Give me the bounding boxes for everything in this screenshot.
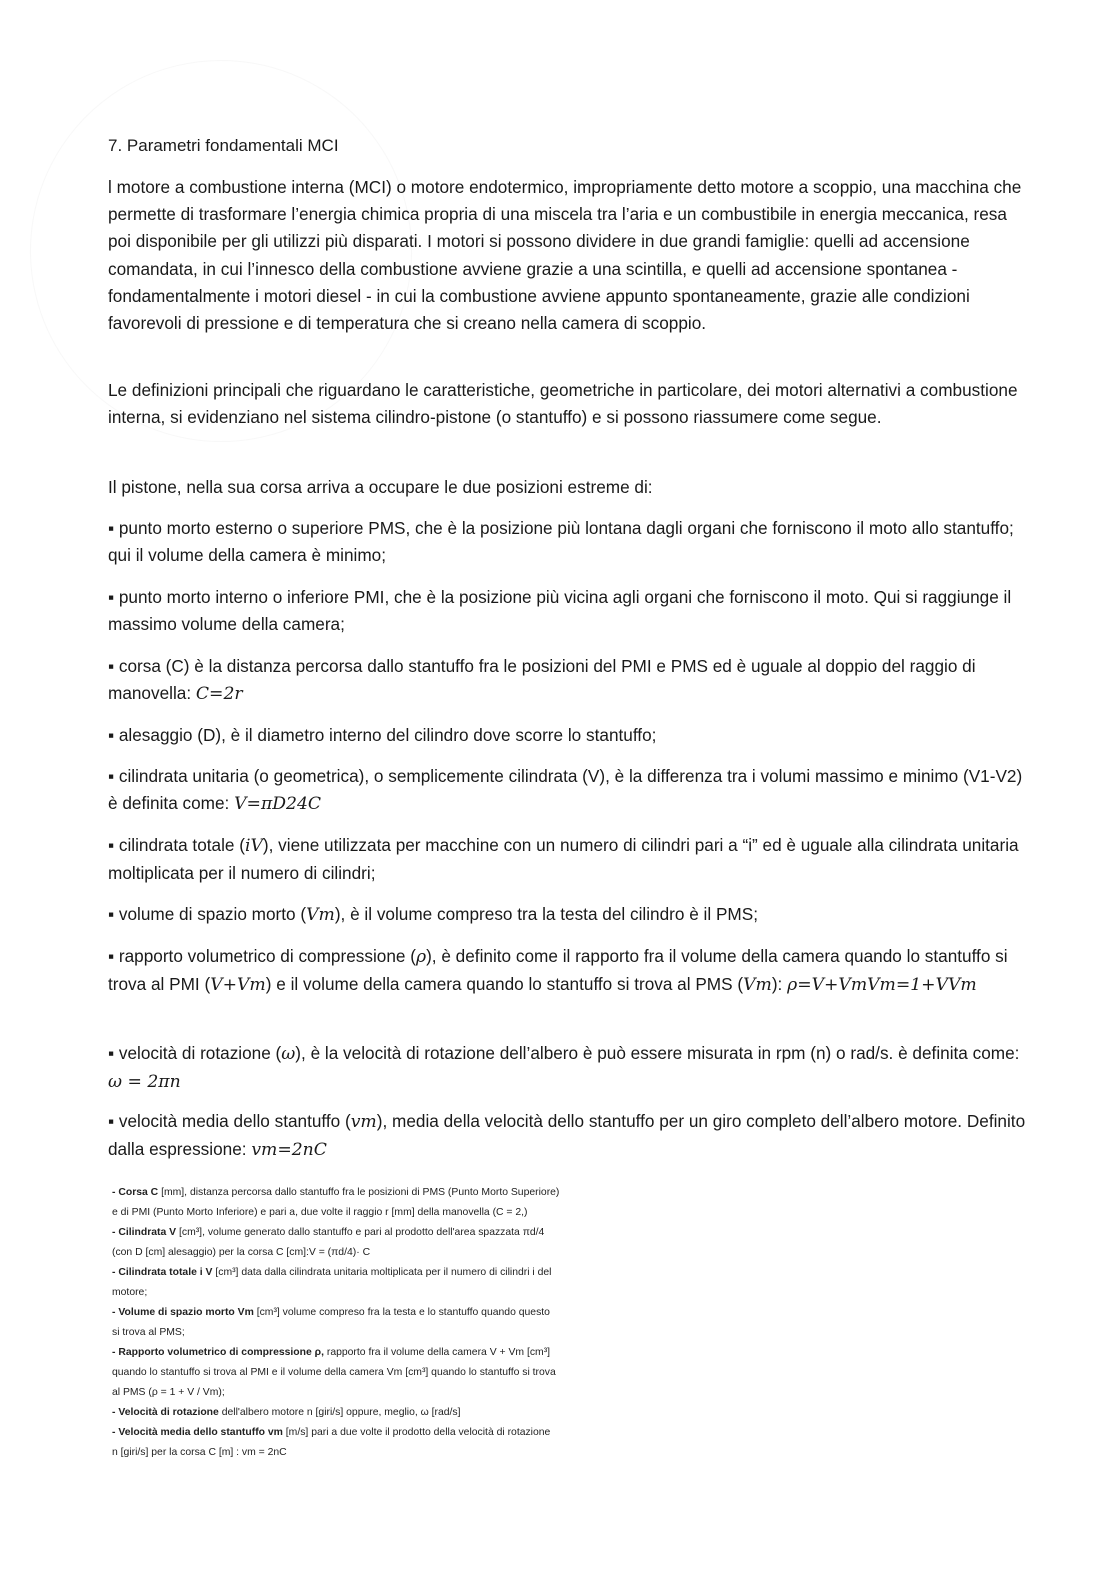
summary-line-term: - Volume di spazio morto Vm — [112, 1307, 254, 1318]
summary-line — [112, 1443, 582, 1463]
rapporto-mid3: ): — [771, 974, 788, 995]
piston-intro-paragraph: Il pistone, nella sua corsa arriva a occupare le due posizioni estreme di: — [108, 477, 653, 497]
corsa-formula: C=2r — [195, 684, 243, 705]
summary-line-term: - Cilindrata totale i V — [112, 1267, 213, 1278]
rapporto-mid2: ) e il volume della camera quando lo stantuffo si trova al PMS ( — [265, 974, 744, 995]
cilindrata-text: ▪ cilindrata unitaria (o geometrica), o semplicemente cilindrata (V), è la differenza tra i volumi massimo e minimo (V1-V2) è definita come: — [108, 766, 1023, 814]
bullet-rotazione — [108, 1040, 1028, 1096]
summary-line — [112, 1283, 582, 1303]
summary-line-term: - Velocità media dello stantuffo vm — [112, 1427, 283, 1438]
bullet-volume-morto — [108, 901, 1028, 929]
media-post: ), media della velocità dello stantuffo per un giro completo dell’albero motore. Definito dalla espressione: — [108, 1111, 1026, 1160]
summary-line-text: al PMS (ρ = 1 + V / Vm); — [112, 1387, 225, 1398]
summary-line — [112, 1323, 582, 1343]
bullet-rapporto — [108, 943, 1028, 999]
bullet-corsa — [108, 653, 1028, 708]
totale-pre: ▪ cilindrata totale ( — [108, 835, 245, 855]
summary-line — [112, 1263, 582, 1283]
totale-post: ), viene utilizzata per macchine con un numero di cilindri pari a “i” ed è uguale alla cilindrata unitaria moltiplicata per il numero di cilindri; — [108, 835, 1019, 884]
summary-line — [112, 1363, 582, 1383]
summary-line — [112, 1383, 582, 1403]
definitions-intro-paragraph: Le definizioni principali che riguardano le caratteristiche, geometriche in particolare, dei motori alternativi a combustione interna, si evidenziano nel sistema cilindro-pistone (o stantuffo) e si possono riassumere come segue. — [108, 380, 1018, 428]
summary-line — [112, 1203, 582, 1223]
summary-line — [112, 1223, 582, 1243]
summary-line-text: [cm³] data dalla cilindrata unitaria moltiplicata per il numero di cilindri i del — [212, 1267, 552, 1278]
summary-line-text: motore; — [112, 1287, 148, 1298]
rotazione-pre: ▪ velocità di rotazione ( — [108, 1043, 282, 1063]
morto-pre: ▪ volume di spazio morto ( — [108, 904, 307, 924]
rapporto-sym3: Vm — [743, 975, 772, 996]
rapporto-pre: ▪ rapporto volumetrico di compressione ( — [108, 946, 416, 966]
corsa-text: ▪ corsa (C) è la distanza percorsa dallo stantuffo fra le posizioni del PMI e PMS ed è uguale al doppio del raggio di manovella: — [108, 656, 976, 704]
summary-line-text: [cm³] volume compreso fra la testa e lo stantuffo quando questo — [253, 1307, 550, 1318]
summary-line-text: [cm³], volume generato dallo stantuffo e pari al prodotto dell'area spazzata πd/4 — [176, 1227, 545, 1238]
summary-line — [112, 1343, 582, 1363]
summary-line-term: - Velocità di rotazione — [112, 1407, 219, 1418]
bullet-velocita-media — [108, 1108, 1028, 1164]
media-symbol: vm — [350, 1112, 377, 1132]
summary-line-text: (con D [cm] alesaggio) per la corsa C [cm]:V = (πd/4)· C — [112, 1247, 371, 1258]
summary-line-text: si trova al PMS; — [112, 1327, 185, 1338]
rapporto-sym2: V+Vm — [210, 975, 266, 996]
rapporto-mid1: ), è definito come il rapporto fra il volume della camera quando lo stantuffo si trova al PMI ( — [108, 946, 1008, 995]
summary-line-term: - Rapporto volumetrico di compressione ρ, — [112, 1347, 324, 1358]
section-heading: 7. Parametri fondamentali MCI — [108, 136, 339, 155]
summary-line-text: [m/s] pari a due volte il prodotto della velocità di rotazione — [282, 1427, 551, 1438]
morto-post: ), è il volume compreso tra la testa del cilindro è il PMS; — [334, 904, 758, 924]
summary-line-term: - Cilindrata V — [112, 1227, 177, 1238]
rotazione-post: ), è la velocità di rotazione dell’albero è può essere misurata in rpm (n) o rad/s. è definita come: — [295, 1043, 1020, 1063]
summary-line — [112, 1303, 582, 1323]
media-formula: vm=2nC — [251, 1140, 327, 1161]
bullet-cilindrata-totale — [108, 832, 1028, 887]
totale-symbol: iV — [244, 836, 263, 856]
summary-line-text: rapporto fra il volume della camera V + Vm [cm³] — [323, 1347, 551, 1358]
bullet-cilindrata — [108, 763, 1028, 818]
summary-line — [112, 1183, 582, 1203]
bullet-pms: ▪ punto morto esterno o superiore PMS, che è la posizione più lontana dagli organi che forniscono il moto allo stantuffo; qui il volume della camera è minimo; — [108, 518, 1014, 566]
rotazione-symbol: ω — [281, 1044, 296, 1064]
summary-line — [112, 1243, 582, 1263]
media-pre: ▪ velocità media dello stantuffo ( — [108, 1111, 351, 1131]
bullet-pmi: ▪ punto morto interno o inferiore PMI, che è la posizione più vicina agli organi che forniscono il moto. Qui si raggiunge il massimo volume della camera; — [108, 587, 1012, 635]
summary-line — [112, 1423, 582, 1443]
summary-line-text: quando lo stantuffo si trova al PMI e il volume della camera Vm [cm³] quando lo stantuffo si trova — [112, 1367, 556, 1378]
summary-line-term: - Corsa C — [112, 1187, 159, 1198]
rotazione-formula: ω = 2πn — [108, 1072, 181, 1093]
summary-line-text: [mm], distanza percorsa dallo stantuffo fra le posizioni di PMS (Punto Morto Superiore) — [158, 1187, 560, 1198]
summary-line — [112, 1403, 582, 1423]
morto-symbol: Vm — [306, 905, 335, 925]
bullet-alesaggio: ▪ alesaggio (D), è il diametro interno del cilindro dove scorre lo stantuffo; — [108, 725, 657, 745]
rapporto-formula: ρ=V+VmVm=1+VVm — [787, 975, 977, 996]
summary-line-text: dell'albero motore n [giri/s] oppure, meglio, ω [rad/s] — [218, 1407, 461, 1418]
summary-line-text: e di PMI (Punto Morto Inferiore) e pari a, due volte il raggio r [mm] della manovella (C = 2,) — [112, 1207, 528, 1218]
intro-paragraph: l motore a combustione interna (MCI) o motore endotermico, impropriamente detto motore a scoppio, una macchina che permette di trasformare l’energia chimica propria di una miscela tra l’aria e un combustibile in energia meccanica, resa poi disponibile per gli utilizzi più disparati. I motori si possono dividere in due grandi famiglie: quelli ad accensione comandata, in cui l’innesco della combustione avviene grazie a una scintilla, e quelli ad accensione spontanea - fondamentalmente i motori diesel - in cui la combustione avviene appunto spontaneamente, grazie alle condizioni favorevoli di pressione e di temperatura che si creano nella camera di scoppio. — [108, 177, 1022, 334]
cilindrata-formula: V=πD24C — [234, 794, 322, 815]
summary-line-text: n [giri/s] per la corsa C [m] : vm = 2nC — [112, 1447, 287, 1458]
summary-definitions-block — [112, 1183, 582, 1463]
rapporto-symbol: ρ — [415, 947, 427, 967]
